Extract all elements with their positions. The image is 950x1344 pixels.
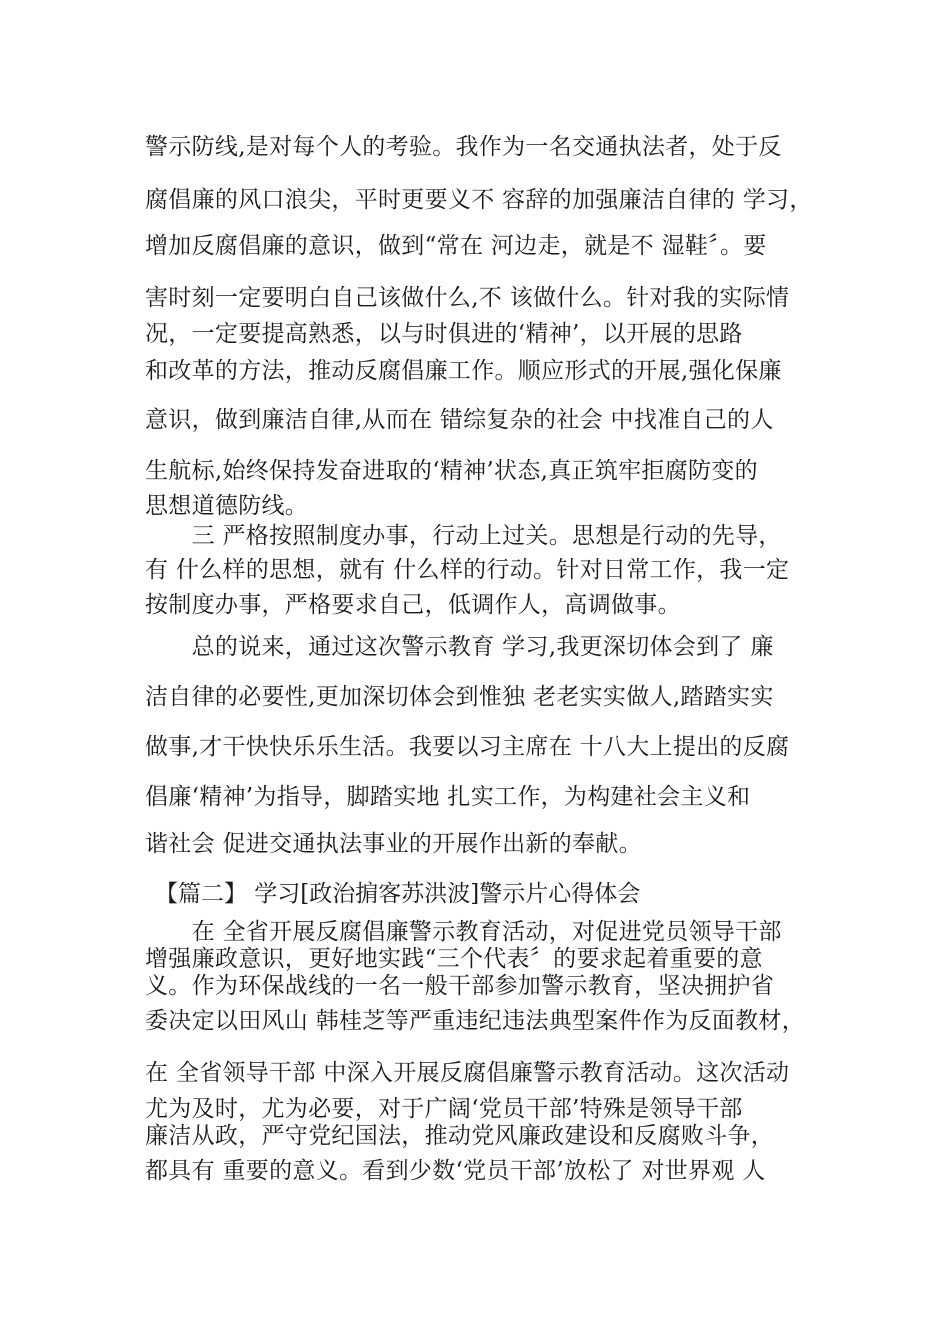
paragraph-line: 和改革的方法，推动反腐倡廉工作。顺应形式的开展,强化保廉 [145,358,782,384]
paragraph-line: 增加反腐倡廉的意识，做到“常在 河边走，就是不 湿鞋〞。要 [145,233,767,259]
paragraph-line: 况，一定要提高熟悉，以与时俱进的‘精神’，以开展的思路 [145,321,743,347]
paragraph-line: 廉洁从政，严守党纪国法，推动党风廉政建设和反腐败斗争， [145,1123,775,1149]
paragraph-line: 思想道德防线。 [145,493,309,519]
paragraph-line: 谐社会 促进交通执法事业的开展作出新的奉献。 [145,831,642,857]
paragraph-line: 按制度办事，严格要求自己，低调作人，高调做事。 [145,592,681,618]
paragraph-line: 有 什么样的思想，就有 什么样的行动。针对日常工作，我一定 [145,557,790,583]
paragraph-line: 意识，做到廉洁自律,从而在 错综复杂的社会 中找准自己的人 [145,407,774,433]
paragraph-line: 增强廉政意识，更好地实践“三个代表〞的要求起着重要的意 [145,946,763,972]
paragraph-line: 总的说来，通过这次警示教育 学习,我更深切体会到了 廉 [145,634,774,660]
paragraph-line: 委决定以田风山 韩桂芝等严重违纪违法典型案件作为反面教材， [145,1008,806,1034]
paragraph-line: 都具有 重要的意义。看到少数‘党员干部’放松了 对世界观 人 [145,1158,766,1184]
paragraph-line: 害时刻一定要明白自己该做什么,不 该做什么。针对我的实际情 [145,285,790,311]
paragraph-line: 在 全省领导干部 中深入开展反腐倡廉警示教育活动。这次活动 [145,1060,790,1086]
paragraph-line: 倡廉‘精神’为指导，脚踏实地 扎实工作，为构建社会主义和 [145,784,751,810]
paragraph-line: 义。作为环保战线的一名一般干部参加警示教育，坚决拥护省 [145,973,775,999]
paragraph-line: 三 严格按照制度办事，行动上过关。思想是行动的先导， [145,523,782,549]
paragraph-line: 在 全省开展反腐倡廉警示教育活动，对促进党员领导干部 [145,919,782,945]
paragraph-line: 腐倡廉的风口浪尖，平时更要义不 容辞的加强廉洁自律的 学习， [145,187,813,213]
paragraph-line: 尤为及时，尤为必要，对于广阔‘党员干部’特殊是领导干部 [145,1096,743,1122]
section-heading: 【篇二】 学习[政治掮客苏洪波]警示片心得体会 [155,881,641,907]
paragraph-line: 警示防线,是对每个人的考验。我作为一名交通执法者，处于反 [145,134,782,160]
paragraph-line: 洁自律的必要性,更加深切体会到惟独 老老实实做人,踏踏实实 [145,684,774,710]
paragraph-line: 生航标,始终保持发奋进取的‘精神’状态,真正筑牢拒腐防变的 [145,458,758,484]
paragraph-line: 做事,才干快快乐乐生活。我要以习主席在 十八大上提出的反腐 [145,734,790,760]
